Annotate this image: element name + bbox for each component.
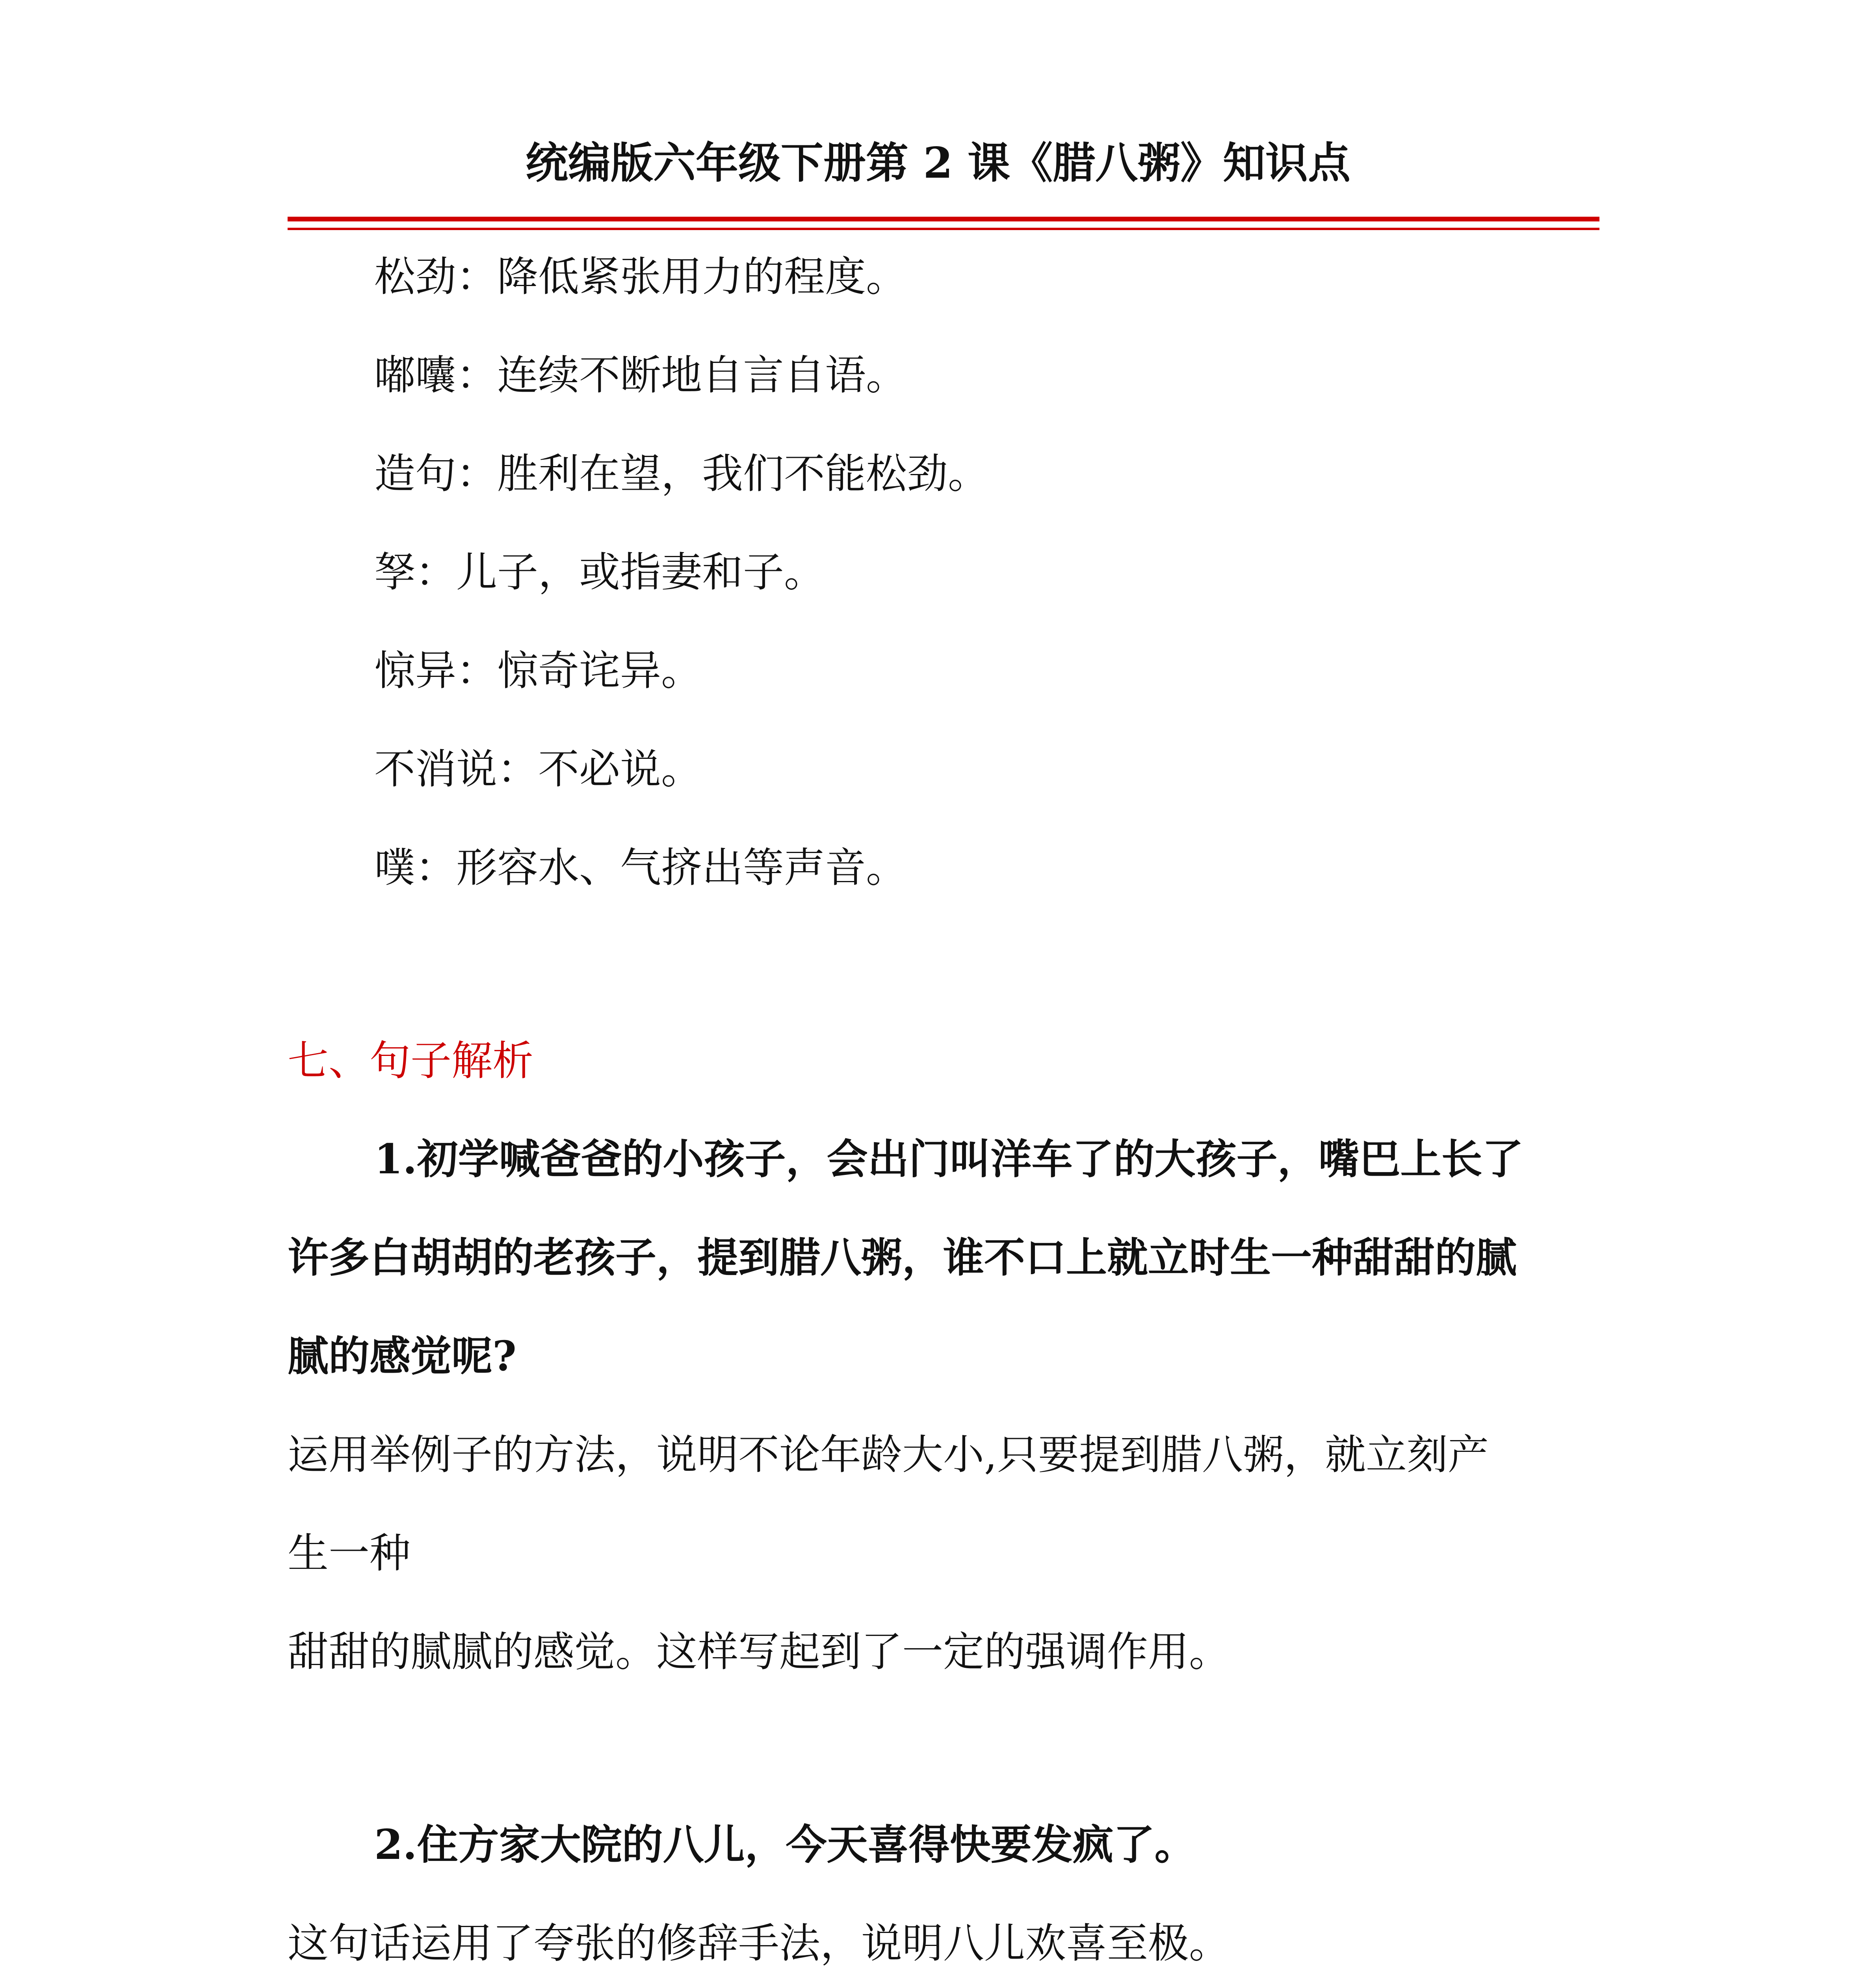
analysis-text: 甜甜的腻腻的感觉。这样写起到了一定的强调作用。	[288, 1628, 1230, 1676]
analysis-text: 生一种	[288, 1529, 411, 1577]
sentence-text: 1.初学喊爸爸的小孩子，会出门叫洋车了的大孩子，嘴巴上长了	[374, 1135, 1523, 1183]
header-rule-thick	[288, 217, 1599, 221]
header-rule-thin	[288, 228, 1599, 230]
vocab-line: 造句：胜利在望，我们不能松劲。	[374, 450, 989, 498]
vocab-line: 惊异：惊奇诧异。	[374, 647, 702, 695]
analysis-text: 运用举例子的方法，说明不论年龄大小,只要提到腊八粥，就立刻产	[288, 1431, 1489, 1479]
vocab-line: 孥：儿子，或指妻和子。	[374, 548, 825, 596]
vocab-line: 不消说：不必说。	[374, 745, 702, 793]
vocab-line: 噗：形容水、气挤出等声音。	[374, 844, 907, 892]
vocab-line: 嘟囔：连续不断地自言自语。	[374, 351, 907, 399]
sentence-text: 2.住方家大院的八儿，今天喜得快要发疯了。	[374, 1820, 1196, 1869]
sentence-text: 腻的感觉呢?	[288, 1332, 516, 1380]
section-heading: 七、句子解析	[288, 1037, 534, 1085]
sentence-text: 许多白胡胡的老孩子，提到腊八粥，谁不口上就立时生一种甜甜的腻	[288, 1233, 1517, 1282]
document-title: 统编版六年级下册第 2 课《腊八粥》知识点	[525, 138, 1351, 188]
vocab-line: 松劲：降低紧张用力的程度。	[374, 253, 907, 301]
analysis-text: 这句话运用了夸张的修辞手法，说明八儿欢喜至极。	[288, 1919, 1230, 1967]
